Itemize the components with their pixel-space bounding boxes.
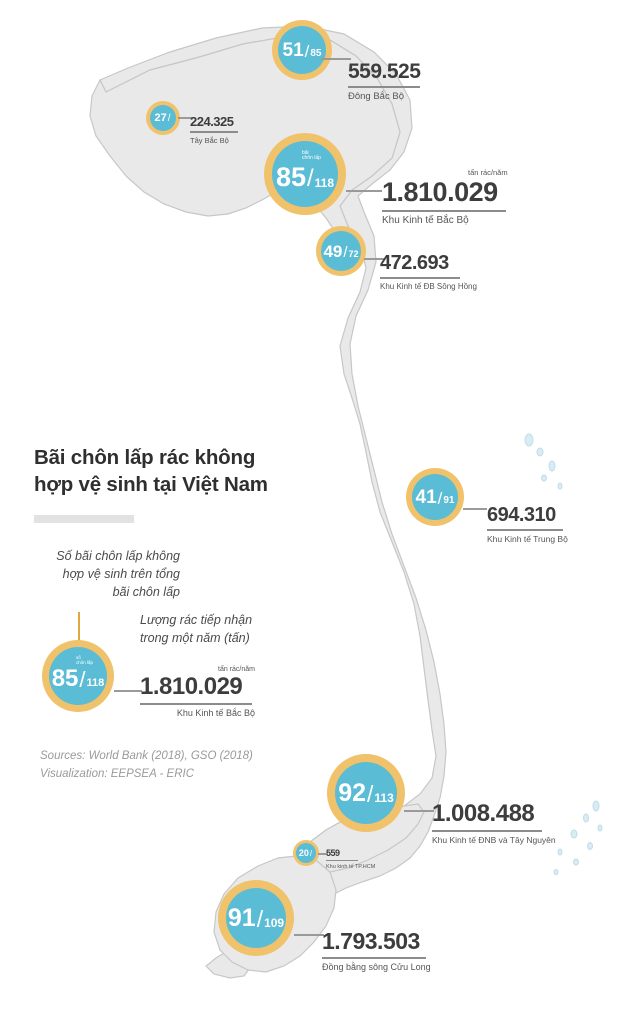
- island-dot: [574, 859, 579, 865]
- legend-ratio-line1: Số bãi chôn lấp không: [56, 549, 180, 563]
- stat-region: Khu Kinh tế Trung Bộ: [487, 534, 568, 544]
- legend-donut-caption-line1: số: [76, 655, 81, 660]
- donut-numerator: 51: [282, 39, 304, 61]
- donut-numerator: 49: [323, 241, 343, 261]
- stat-value: 559: [326, 848, 340, 858]
- stat-region: Khu Kinh tế ĐNB và Tây Nguyên: [432, 835, 556, 845]
- stat-region: Đông Bắc Bộ: [348, 91, 404, 102]
- legend-ratio-caption: [36, 548, 180, 601]
- connector-line: [404, 810, 434, 812]
- stat-trung-bo: [487, 504, 568, 544]
- island-dot: [542, 475, 547, 481]
- donut-numerator: 92: [338, 778, 367, 807]
- donut-numerator: 85: [275, 161, 306, 192]
- island-dot: [584, 814, 589, 822]
- island-dot: [558, 483, 562, 489]
- sources-line-1: Sources: World Bank (2018), GSO (2018): [40, 750, 253, 762]
- donut-numerator: 27: [154, 111, 167, 124]
- island-dot: [571, 830, 577, 838]
- stat-khu-kinh-te-bac-bo: [382, 168, 508, 226]
- connector-line: [463, 508, 487, 510]
- sources-line-2: Visualization: EEPSEA - ERIC: [40, 767, 195, 780]
- stat-region: Tây Bắc Bộ: [190, 135, 229, 145]
- marker-dong-bac-bo[interactable]: [272, 20, 332, 80]
- marker-khu-kinh-te-db-song-hong[interactable]: [316, 226, 366, 276]
- legend-ratio-line2: hợp vệ sinh trên tổng: [62, 566, 180, 581]
- island-dot: [554, 870, 558, 875]
- legend-stat-units: tấn rác/năm: [218, 666, 255, 673]
- island-dot: [593, 801, 599, 811]
- island-dot: [558, 849, 562, 855]
- donut-denominator: 72: [348, 248, 359, 259]
- donut-tphcm: 20 /: [293, 840, 319, 866]
- legend-donut-numerator: 85: [51, 665, 79, 692]
- donut-denominator: 91: [443, 494, 455, 506]
- island-dot: [537, 448, 543, 456]
- stat-units: tấn rác/năm: [468, 168, 508, 177]
- island-dot: [525, 434, 533, 446]
- legend-sample-marker: [42, 640, 114, 712]
- connector-line: [321, 58, 351, 60]
- island-dot: [598, 825, 602, 831]
- legend-tonnage-line1: Lượng rác tiếp nhận: [140, 613, 253, 627]
- marker-khu-kinh-te-dnb-tay-nguyen[interactable]: [327, 754, 405, 832]
- stat-region: Đồng bằng sông Cửu Long: [322, 962, 431, 972]
- stat-value: 694.310: [487, 504, 556, 526]
- stat-value: 1.810.029: [382, 177, 498, 207]
- donut-numerator: 91: [227, 903, 256, 932]
- page-title: [34, 444, 304, 523]
- donut-denominator: 85: [310, 47, 322, 59]
- stat-value: 559.525: [348, 60, 421, 83]
- title-line-2: hợp vệ sinh tại Việt Nam: [34, 473, 268, 497]
- connector-line: [294, 934, 324, 936]
- marker-khu-kinh-te-tphcm[interactable]: [293, 840, 319, 866]
- marker-dong-bang-song-cuu-long[interactable]: [218, 880, 294, 956]
- donut-trung-bo: 41 / 91: [406, 468, 464, 526]
- legend-donut: số chôn lấp 85 / 118: [42, 640, 114, 712]
- donut-denominator: 113: [374, 790, 394, 805]
- stat-value: 224.325: [190, 114, 234, 129]
- sources-block: [40, 748, 253, 784]
- marker-khu-kinh-te-trung-bo[interactable]: [406, 468, 464, 526]
- stat-region: Khu Kinh tế Bắc Bộ: [382, 215, 469, 226]
- legend-stat-region: Khu Kinh tế Bắc Bộ: [176, 708, 255, 718]
- stat-dong-bac-bo: [348, 60, 420, 102]
- legend-tonnage-line2: trong một năm (tấn): [140, 630, 250, 645]
- donut-khu-kinh-te-bac-bo: bãi chôn lấp 85 / 118: [264, 133, 346, 215]
- marker-khu-kinh-te-bac-bo[interactable]: [264, 133, 346, 215]
- legend-ratio-line3: bãi chôn lấp: [112, 584, 180, 599]
- stat-tay-bac-bo: [190, 114, 238, 145]
- donut-cuu-long: 91 / 109: [218, 880, 294, 956]
- connector-line: [346, 190, 382, 192]
- donut-caption-line1: bãi: [302, 150, 309, 156]
- donut-caption-line2: chôn lấp: [302, 155, 321, 162]
- legend-donut-caption-line2: chôn lấp: [76, 659, 94, 665]
- stat-tphcm: [326, 848, 375, 870]
- legend-tonnage-caption: [140, 612, 290, 648]
- donut-tay-bac-bo: 27 /: [146, 101, 180, 135]
- donut-dong-bac-bo: 51 / 85: [272, 20, 332, 80]
- legend-connector-line: [114, 690, 142, 692]
- donut-denominator: 109: [264, 915, 285, 930]
- title-line-1: Bãi chôn lấp rác không: [34, 446, 256, 469]
- stat-db-song-hong: [380, 252, 477, 291]
- legend-donut-denominator: 118: [86, 677, 105, 689]
- island-dot: [549, 461, 555, 471]
- legend-stat-value: 1.810.029: [140, 673, 243, 700]
- donut-db-song-hong: 49 / 72: [316, 226, 366, 276]
- legend-stat: [140, 666, 255, 718]
- stat-region: Khu kinh tế TP.HCM: [326, 864, 376, 870]
- donut-dnb-tay-nguyen: 92 / 113: [327, 754, 405, 832]
- island-dot: [588, 843, 593, 850]
- stat-value: 1.793.503: [322, 928, 420, 954]
- donut-numerator: 20: [298, 847, 309, 858]
- stat-region: Khu Kinh tế ĐB Sông Hồng: [380, 282, 477, 291]
- stat-value: 472.693: [380, 252, 449, 274]
- stat-dnb-tay-nguyen: [432, 800, 556, 845]
- title-underline: [34, 515, 134, 523]
- marker-tay-bac-bo[interactable]: [146, 101, 180, 135]
- stat-cuu-long: [322, 928, 431, 972]
- donut-numerator: 41: [415, 486, 437, 508]
- stat-value: 1.008.488: [432, 800, 535, 827]
- donut-denominator: 118: [314, 175, 335, 190]
